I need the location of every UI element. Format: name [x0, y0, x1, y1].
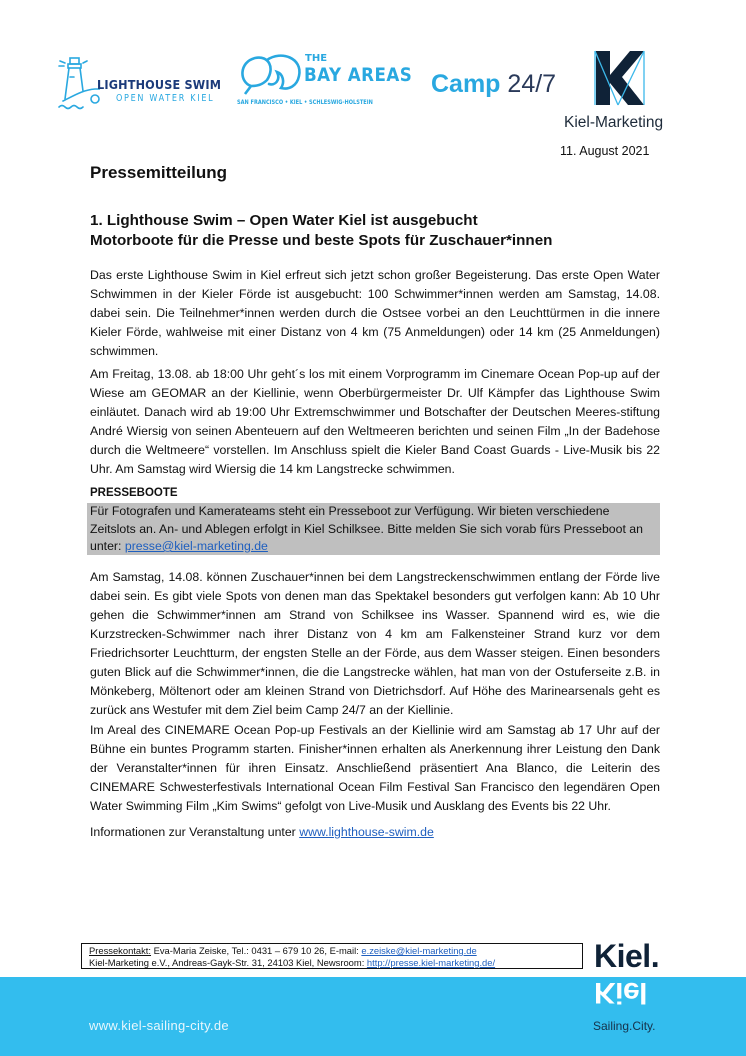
- document-type-heading: Pressemitteilung: [90, 163, 227, 182]
- kiel-marketing-k-icon: [592, 49, 646, 107]
- camp-word: Camp: [431, 70, 501, 98]
- bay-areas-logo: [237, 52, 422, 112]
- sailing-city-tagline: Sailing.City.: [593, 1019, 656, 1033]
- bay-areas-subtitle: SAN FRANCISCO • KIEL • SCHLESWIG-HOLSTEIN: [237, 99, 373, 106]
- presse-email-link[interactable]: presse@kiel-marketing.de: [124, 539, 268, 553]
- contact-details: Eva-Maria Zeiske, Tel.: 0431 – 679 10 26, E-mail:: [151, 945, 362, 956]
- footer-website-url: www.kiel-sailing-city.de: [89, 1018, 229, 1033]
- document-date: 11. August 2021: [560, 144, 650, 158]
- lighthouse-swim-logo: [55, 55, 220, 110]
- bay-areas-title: BAY AREAS: [304, 64, 413, 86]
- paragraph-presseboote: [90, 503, 658, 556]
- presseboote-text: Für Fotografen und Kamerateams steht ein Presseboot zur Verfügung. Wir bieten verschiedene Zeitslots an. An- und Ablegen erfolgt in Kiel Schilksee. Bitte melden Sie sich vorab fürs Presseboot an unter:: [90, 504, 643, 553]
- info-text: Informationen zur Veranstaltung unter: [90, 825, 300, 839]
- kiel-marketing-label: Kiel-Marketing: [564, 114, 664, 131]
- lighthouse-logo-title: LIGHTHOUSE SWIM: [97, 77, 222, 92]
- paragraph-cinemare-festival: Im Areal des CINEMARE Ocean Pop-up Festivals an der Kiellinie wird am Samstag ab 17 Uhr auf der Bühne ein buntes Programm starten. Finisher*innen erhalten als Anerkennung ihrer Leistung den Dank der Veranstalter*innen für ihren Einsatz. Anschließend präsentiert Ana Blanco, die Leiterin des CINEMARE Schwesterfestivals International Ocean Film Festival San Francisco den legendären Open Water Swimming Film „Kim Swims“ gefolgt von Live-Musik und Ausklang des Events bis 22 Uhr.: [90, 723, 660, 813]
- paragraph-friday-program: Am Freitag, 13.08. ab 18:00 Uhr geht´s los mit einem Vorprogramm im Cinemare Ocean Pop-up auf der Wiese am GEOMAR an der Kiellinie, wenn Oberbürgermeister Dr. Ulf Kämpfer das Lighthouse Swim einläutet. Danach wird ab 19:00 Uhr Extremschwimmer und Botschafter der Deutschen Meeres-stiftung André Wiersig von seinen Abenteuern auf den Weltmeeren berichten und seinen Film „In der Badehose durch die Weltmeere“ vorstellen. Im Anschluss spielt die Kieler Band Coast Guards - Live-Musik bis 22 Uhr. Am Samstag wird Wiersig die 14 km Langstrecke schwimmen.: [90, 367, 660, 476]
- kiel-brand-mirror: Kiel: [594, 976, 648, 1009]
- press-contact-box: [81, 943, 583, 969]
- speech-bubbles-icon: [237, 52, 307, 98]
- lighthouse-swim-website-link[interactable]: www.lighthouse-swim.de: [299, 825, 434, 839]
- contact-line-2: [89, 957, 582, 969]
- lighthouse-icon: [55, 55, 100, 113]
- section-title-presseboote: PRESSEBOOTE: [90, 487, 178, 499]
- newsroom-link[interactable]: http://presse.kiel-marketing.de/: [366, 956, 496, 968]
- kiel-brand-logo: Kiel.: [594, 938, 660, 974]
- paragraph-intro: Das erste Lighthouse Swim in Kiel erfreut sich jetzt schon großer Begeisterung. Das erste Open Water Schwimmen in der Kieler Förde ist ausgebucht: 100 Schwimmer*innen werden am Samstag, 14.08. dabei sein. Die Teilnehmer*innen werden durch die Ostsee vorbei an den Leuchttürmen in die innere Kieler Förde, wahlweise mit einer Distanz von 4 km (75 Anmeldungen) oder 14 km (25 Anmeldungen) schwimmen.: [90, 268, 660, 358]
- contact-email-link[interactable]: e.zeiske@kiel-marketing.de: [361, 945, 477, 956]
- paragraph-info: [90, 823, 660, 842]
- camp-24-7-logo: [431, 70, 556, 99]
- contact-label: Pressekontakt:: [89, 945, 152, 956]
- camp-number: 24/7: [507, 70, 557, 98]
- bay-areas-the: THE: [305, 53, 328, 64]
- headline-line-1: 1. Lighthouse Swim – Open Water Kiel ist ausgebucht: [90, 212, 478, 229]
- press-headline: [90, 211, 552, 251]
- contact-line-1: [89, 945, 582, 957]
- contact-address: Kiel-Marketing e.V., Andreas-Gayk-Str. 31, 24103 Kiel, Newsroom:: [89, 956, 367, 968]
- paragraph-spectator-spots: Am Samstag, 14.08. können Zuschauer*innen bei dem Langstreckenschwimmen entlang der Förde live dabei sein. Es gibt viele Spots von denen man das Spektakel besonders gut verfolgen kann: Ab 10 Uhr gehen die Schwimmer*innen am Strand von Schilksee ins Wasser. Spannend wird es, wie die Kurzstrecken-Schwimmer nach ihrer Distanz von 4 km am Falkensteiner Strand kurz vor dem Friedrichsorter Leuchtturm, der engsten Stelle an der Förde, aus dem Wasser steigen. Einen besonders guten Blick auf die Schwimmer*innen, die die Langstrecke wählen, hat man von der Ostuferseite z.B. in Mönkeberg, Möltenort oder am kleinen Strand von Dietrichsdorf. Auf Höhe des Marinearsenals geht es zurück ans Westufer mit dem Ziel beim Camp 24/7 an der Kiellinie.: [90, 570, 660, 717]
- lighthouse-logo-subtitle: OPEN WATER KIEL: [116, 93, 215, 104]
- headline-line-2: Motorboote für die Presse und beste Spots für Zuschauer*innen: [90, 232, 553, 249]
